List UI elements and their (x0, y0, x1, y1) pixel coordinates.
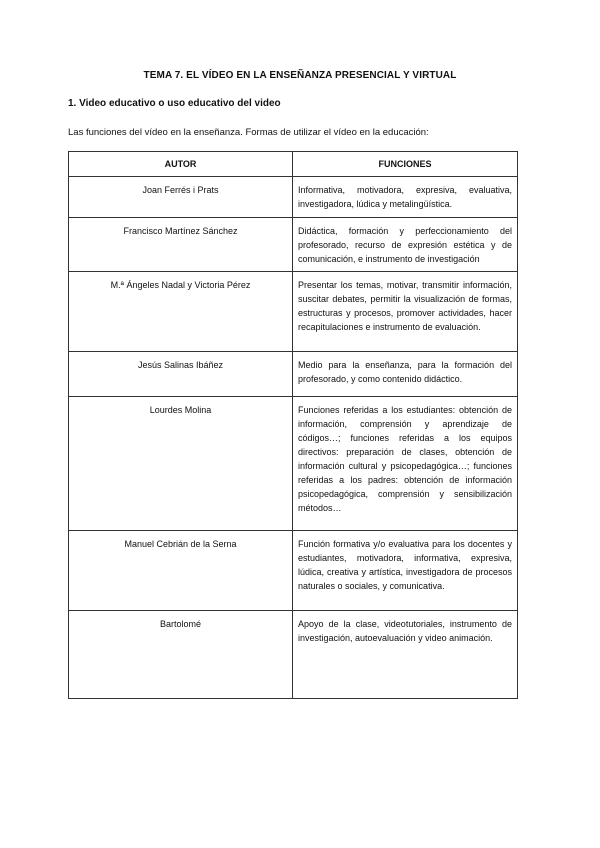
table-row (69, 397, 518, 531)
table-row (69, 352, 518, 397)
page-title: TEMA 7. EL VÍDEO EN LA ENSEÑANZA PRESENCIAL Y VIRTUAL (143, 70, 457, 81)
author-cell: Francisco Martínez Sánchez (69, 218, 293, 272)
author-cell: Lourdes Molina (69, 397, 293, 531)
author-cell: Manuel Cebrián de la Serna (69, 531, 293, 611)
table-row (69, 218, 518, 272)
author-cell: Bartolomé (69, 611, 293, 699)
functions-cell: Informativa, motivadora, expresiva, evaluativa, investigadora, lúdica y metalingüística. (293, 177, 518, 218)
table-row (69, 531, 518, 611)
functions-cell: Función formativa y/o evaluativa para los docentes y estudiantes, motivadora, informativa, expresiva, lúdica, creativa y artística, investigadora de procesos naturales o sociales, y comunicativa. (293, 531, 518, 611)
header-funciones: FUNCIONES (293, 152, 518, 177)
functions-cell: Didáctica, formación y perfeccionamiento del profesorado, recurso de expresión estética y de comunicación, e instrumento de investigación (293, 218, 518, 272)
functions-cell: Funciones referidas a los estudiantes: obtención de información, comprensión y aprendizaje de códigos…; funciones referidas a los equipos directivos: preparación de clases, obtención de información cultural y psicopedagógica…; funciones referidas a los padres: obtención de información psicopedagógica, comprensión y sensibilización métodos… (293, 397, 518, 531)
table-row (69, 611, 518, 699)
table-row (69, 272, 518, 352)
header-autor: AUTOR (69, 152, 293, 177)
functions-cell: Apoyo de la clase, videotutoriales, instrumento de investigación, autoevaluación y video animación. (293, 611, 518, 699)
author-cell: Jesús Salinas Ibáñez (69, 352, 293, 397)
table-row (69, 177, 518, 218)
section-heading: 1. Video educativo o uso educativo del video (68, 98, 281, 109)
authors-functions-table (68, 151, 518, 699)
functions-cell: Presentar los temas, motivar, transmitir información, suscitar debates, permitir la visualización de formas, estructuras y procesos, promover actividades, hacer recapitulaciones e instrumento de evaluación. (293, 272, 518, 352)
table-header-row (69, 152, 518, 177)
author-cell: M.ª Ángeles Nadal y Victoria Pérez (69, 272, 293, 352)
intro-paragraph: Las funciones del vídeo en la enseñanza. Formas de utilizar el vídeo en la educación: (68, 127, 429, 138)
functions-cell: Medio para la enseñanza, para la formación del profesorado, y como contenido didáctico. (293, 352, 518, 397)
author-cell: Joan Ferrés i Prats (69, 177, 293, 218)
